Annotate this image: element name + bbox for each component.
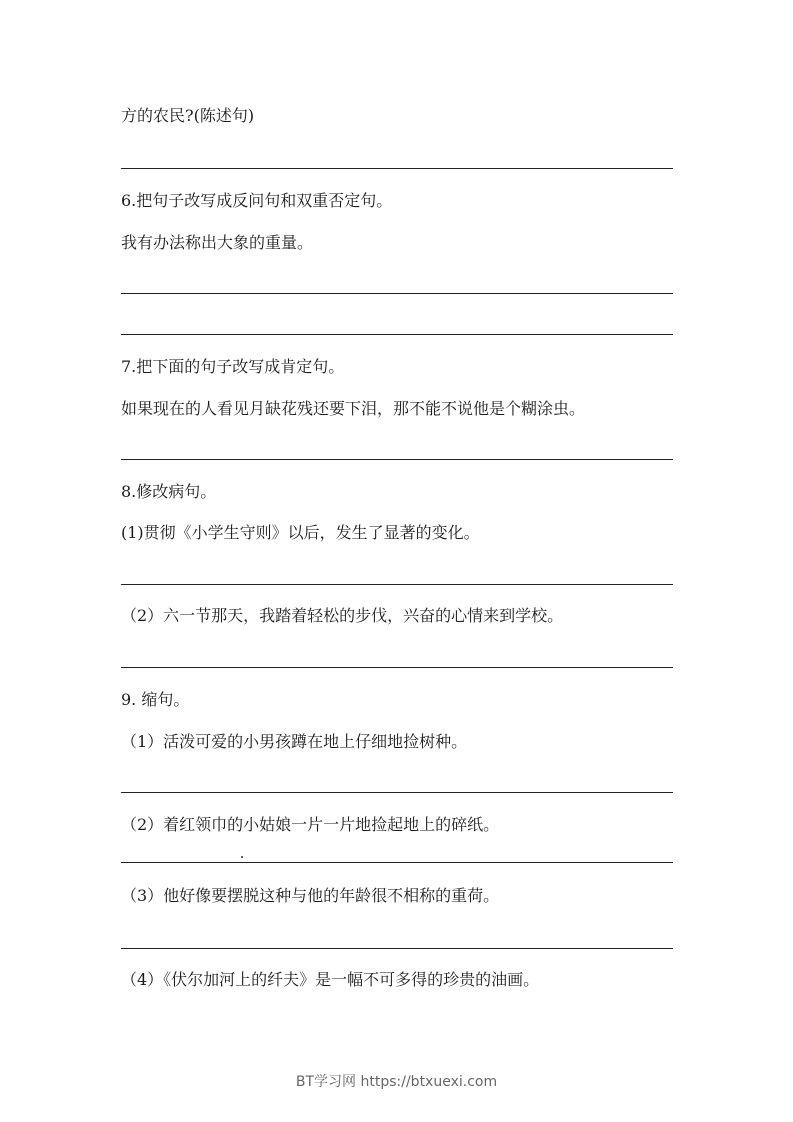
stray-dot: [241, 856, 243, 858]
answer-line: [121, 168, 673, 169]
answer-line: [121, 948, 673, 949]
answer-line: [121, 792, 673, 793]
answer-line: [121, 459, 673, 460]
question-7-title: 7.把下面的句子改写成肯定句。: [121, 357, 345, 376]
question-9-item-1: （1）活泼可爱的小男孩蹲在地上仔细地捡树种。: [121, 732, 468, 751]
question-8-item-1: (1)贯彻《小学生守则》以后，发生了显著的变化。: [121, 523, 480, 542]
question-8-title: 8.修改病句。: [121, 482, 217, 501]
answer-line: [121, 667, 673, 668]
page-footer: BT学习网 https://btxuexi.com: [295, 1074, 498, 1090]
question-9-title: 9. 缩句。: [121, 690, 190, 709]
question-7-sentence: 如果现在的人看见月缺花残还要下泪，那不能不说他是个糊涂虫。: [121, 399, 586, 418]
question-9-item-3: （3）他好像要摆脱这种与他的年龄很不相称的重荷。: [121, 886, 500, 905]
question-5-continuation: 方的农民?(陈述句): [121, 106, 255, 125]
answer-line: [121, 293, 673, 294]
question-8-item-2: （2）六一节那天，我踏着轻松的步伐，兴奋的心情来到学校。: [121, 606, 564, 625]
answer-line: [121, 334, 673, 335]
answer-line: [121, 862, 673, 863]
question-6-sentence: 我有办法称出大象的重量。: [121, 233, 314, 252]
question-6-title: 6.把句子改写成反问句和双重否定句。: [121, 191, 393, 210]
answer-line: [121, 584, 673, 585]
question-9-item-2: （2）着红领巾的小姑娘一片一片地捡起地上的碎纸。: [121, 815, 500, 834]
question-9-item-4: （4）《伏尔加河上的纤夫》是一幅不可多得的珍贵的油画。: [121, 970, 540, 989]
